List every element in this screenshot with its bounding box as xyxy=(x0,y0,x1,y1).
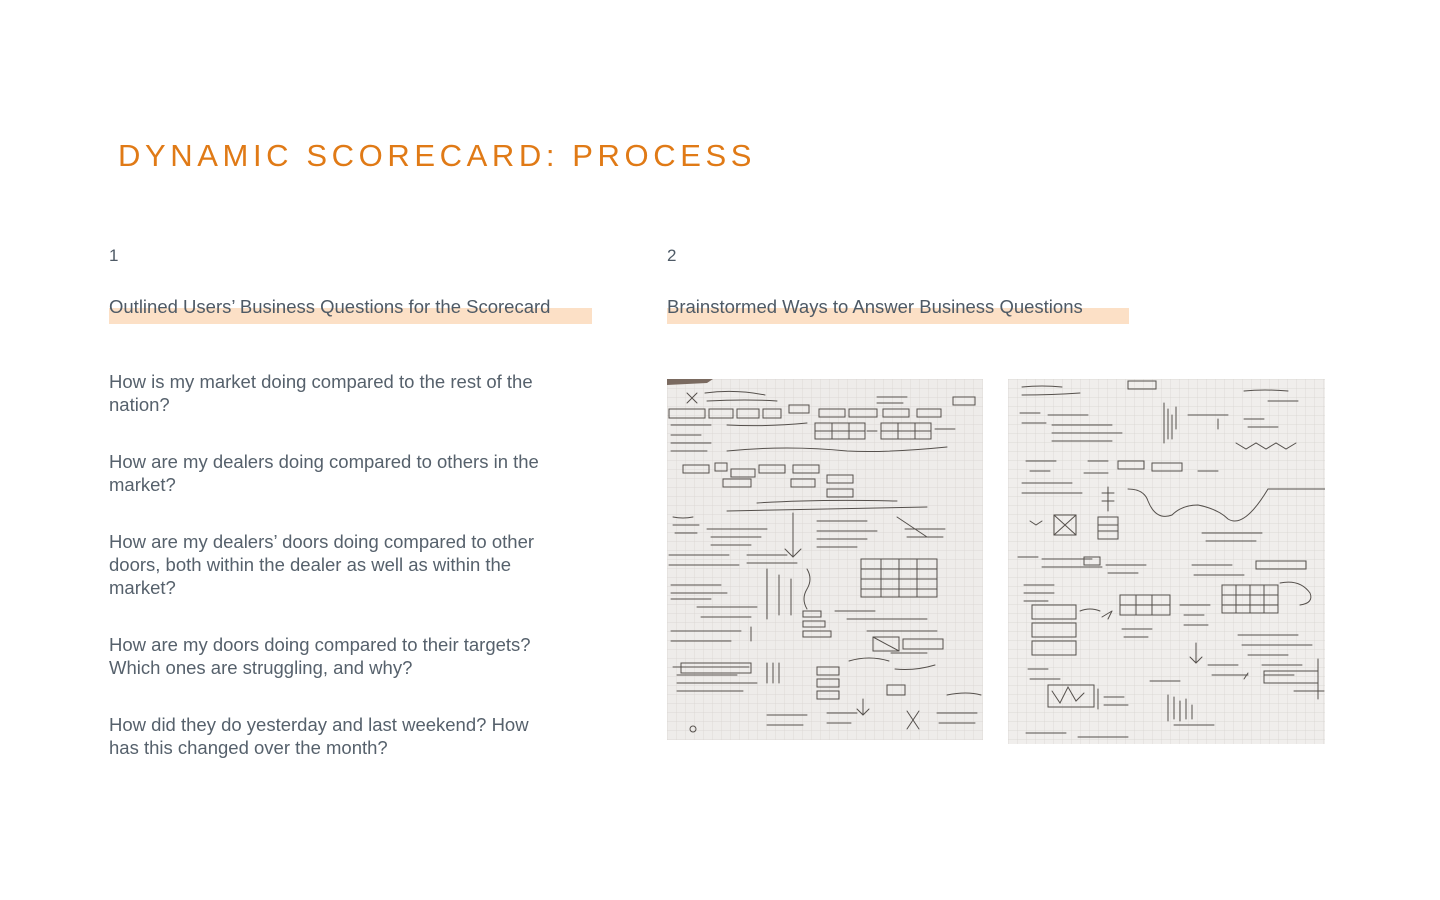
question-2: How are my dealers doing compared to others in the market? xyxy=(109,451,539,495)
question-3: How are my dealers’ doors doing compared to other doors, both within the dealer as well as within the market? xyxy=(109,531,535,598)
page-title: DYNAMIC SCORECARD: PROCESS xyxy=(118,138,757,173)
question-4: How are my doors doing compared to their targets? Which ones are struggling, and why? xyxy=(109,634,531,678)
question-1: How is my market doing compared to the rest of the nation? xyxy=(109,371,533,415)
step-1-heading: Outlined Users’ Business Questions for the Scorecard xyxy=(109,296,551,317)
business-questions-list xyxy=(109,370,554,793)
step-2-heading: Brainstormed Ways to Answer Business Questions xyxy=(667,296,1083,317)
sketch-photo-2 xyxy=(1008,379,1325,744)
step-2-number: 2 xyxy=(667,246,677,265)
question-5: How did they do yesterday and last weekend? How has this changed over the month? xyxy=(109,714,529,758)
sketch-photo-1 xyxy=(667,379,983,740)
step-1-number: 1 xyxy=(109,246,119,265)
